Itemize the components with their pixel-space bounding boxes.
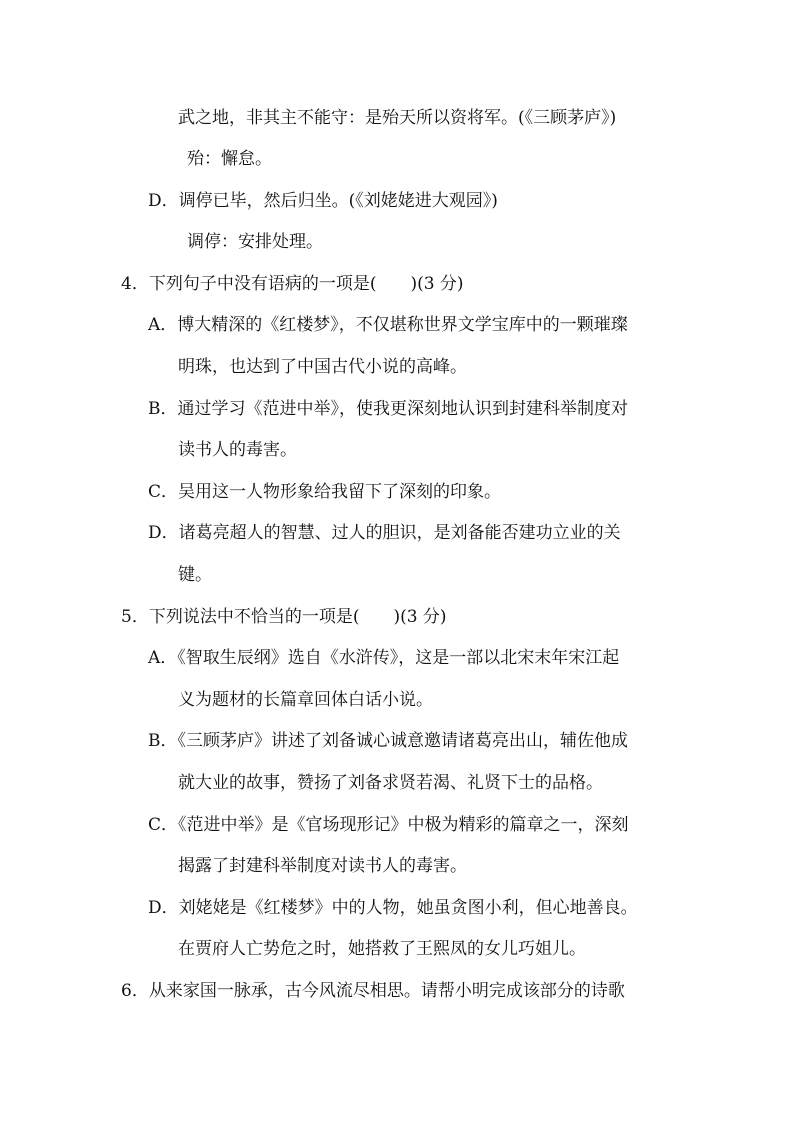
q5-option-a: A．《智取生辰纲》选自《水浒传》，这是一部以北宋末年宋江起 (148, 648, 620, 668)
q3-option-c-gloss: 殆：懈怠。 (187, 149, 272, 169)
q4-option-a-continuation: 明珠，也达到了中国古代小说的高峰。 (178, 357, 467, 377)
q4-option-d: D．诸葛亮超人的智慧、过人的胆识，是刘备能否建功立业的关 (148, 523, 621, 543)
q3-option-c-continuation: 武之地，非其主不能守：是殆天所以资将军。(《三顾茅庐》) (178, 108, 617, 128)
q4-option-a: A．博大精深的《红楼梦》，不仅堪称世界文学宝库中的一颗璀璨 (148, 315, 628, 335)
q4-option-c: C．吴用这一人物形象给我留下了深刻的印象。 (148, 482, 502, 502)
q4-option-b-continuation: 读书人的毒害。 (178, 440, 297, 460)
question-4-stem: 4．下列句子中没有语病的一项是( )(3 分) (121, 274, 464, 294)
q5-option-d-continuation: 在贾府人亡势危之时，她搭救了王熙凤的女儿巧姐儿。 (178, 939, 586, 959)
question-5-stem: 5．下列说法中不恰当的一项是( )(3 分) (121, 607, 447, 627)
q3-option-d: D．调停已毕，然后归坐。(《刘姥姥进大观园》) (148, 191, 498, 211)
q3-option-d-gloss: 调停：安排处理。 (187, 232, 323, 252)
question-6-stem: 6．从来家国一脉承，古今风流尽相思。请帮小明完成该部分的诗歌 (121, 981, 625, 1001)
q5-option-b-continuation: 就大业的故事，赞扬了刘备求贤若渴、礼贤下士的品格。 (178, 773, 603, 793)
q4-option-b: B．通过学习《范进中举》，使我更深刻地认识到封建科举制度对 (148, 399, 628, 419)
q5-option-d: D．刘姥姥是《红楼梦》中的人物，她虽贪图小利，但心地善良。 (148, 898, 638, 918)
q5-option-c-continuation: 揭露了封建科举制度对读书人的毒害。 (178, 856, 467, 876)
q5-option-a-continuation: 义为题材的长篇章回体白话小说。 (178, 690, 433, 710)
q5-option-b: B．《三顾茅庐》讲述了刘备诚心诚意邀请诸葛亮出山，辅佐他成 (148, 731, 628, 751)
q4-option-d-continuation: 键。 (178, 565, 212, 585)
q5-option-c: C．《范进中举》是《官场现形记》中极为精彩的篇章之一，深刻 (148, 815, 629, 835)
